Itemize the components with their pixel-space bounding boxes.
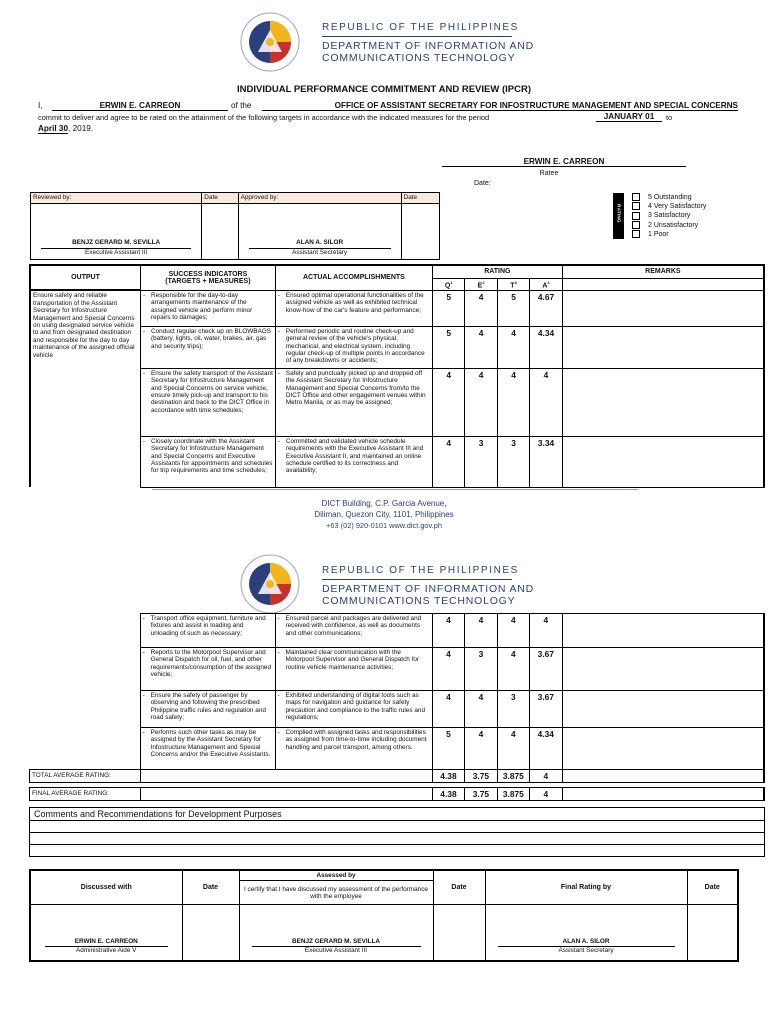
republic-label: REPUBLIC OF THE PHILIPPINES — [322, 565, 519, 576]
approve-date-cell — [401, 204, 439, 260]
remarks-subheader — [562, 278, 764, 290]
legend-item-5: 5 Outstanding — [648, 194, 692, 201]
success-indicator: Ensure the safety transport of the Assistant Secretary for Infostructure Management and Special Concerns on service vehicle, ensure timely pick-up and transport to his destination and back to the DICT Office in accordance with time schedules; — [151, 369, 273, 414]
rating-q: 4 — [432, 614, 464, 648]
employee-name: ERWIN E. CARREON — [52, 101, 228, 111]
output-cell-continued — [30, 614, 141, 770]
table-row: - Ensure the safety of passenger by observing and following the prescribed Philippine traffic rules and regulation and road safety; - Exhibited understanding of digital tools such as maps for navigation and guidance for safety precaution and compliance to the traffic rules and regulations; 4 4 3 3.67 — [30, 691, 765, 728]
col-success-indicators — [141, 265, 276, 290]
footer-line3: +63 (02) 920-0101 www.dict.gov.ph — [326, 521, 442, 530]
approve-date-label: Date — [401, 193, 439, 204]
table-row: - Transport office equipment, furniture and fixtures and assist in loading and unloading of such as necessary; - Ensured parcel and packages are delivered and received with confidence, as well as documents and other communications; 4 4 4 4 — [30, 614, 765, 648]
footer-address — [0, 498, 768, 531]
form-title: INDIVIDUAL PERFORMANCE COMMITMENT AND REVIEW (IPCR) — [237, 84, 531, 95]
total-a: 4 — [530, 770, 562, 783]
certify-text: I certify that I have discussed my assessment of the performance with the employee — [239, 881, 433, 905]
total-t: 3.875 — [497, 770, 529, 783]
rating-t: 4 — [497, 368, 529, 436]
table-row: - Reports to the Motorpool Supervisor and General Dispatch for oil, fuel, and other requirements/consumption of the assigned vehicle; - Maintained clear communication with the Motorpool Supervisor and General Dispatch for routine vehicle maintenance activities; 4 3 4 3.67 — [30, 648, 765, 691]
review-date-label: Date — [202, 193, 238, 204]
approved-by-label: Approved by: — [238, 193, 401, 204]
rating-t: 3 — [497, 436, 529, 487]
office-name: OFFICE OF ASSISTANT SECRETARY FOR INFOSTRUCTURE MANAGEMENT AND SPECIAL CONCERNS — [262, 101, 738, 111]
success-indicator: Performs such other tasks as may be assigned by the Assistant Secretary for Infostructure Management and Special Concerns and/or the Executive Assistants. — [150, 729, 271, 759]
final-t: 3.875 — [497, 788, 529, 801]
accomplishment: Performed periodic and routine check-up and general review of the vehicle's physical, mechanical, and electrical system, including regular check-up of multiple points in accordance of any breakdowns or accidents; — [285, 327, 425, 365]
discussed-name: ERWIN E. CARREON — [74, 938, 138, 946]
remarks-cell — [562, 290, 764, 326]
rating-a: 3.67 — [530, 691, 562, 728]
success-indicator: Reports to the Motorpool Supervisor and General Dispatch for oil, fuel, and other requirements/consumption of the assigned vehicle; — [150, 649, 272, 679]
rating-a: 3.34 — [530, 436, 562, 487]
checkbox-icon — [632, 221, 640, 229]
rating-e: 3 — [465, 648, 497, 691]
accomplishment: Committed and validated vehicle schedule requirements with the Executive Assistant III and Executive Assistant II, and maintained an online schedule certified to its correctness and availability; — [285, 437, 424, 475]
comments-table — [29, 807, 765, 857]
total-average-label: TOTAL AVERAGE RATING: — [30, 770, 141, 783]
final-remarks — [562, 788, 764, 801]
header-rule — [322, 36, 512, 37]
col-a-sup: 4 — [547, 279, 550, 285]
success-indicator: Transport office equipment, furniture and fixtures and assist in loading and unloading of such as necessary; — [150, 615, 266, 637]
final-signature — [485, 905, 687, 961]
legend-item-1: 1 Poor — [648, 230, 669, 238]
rating-q: 4 — [432, 691, 464, 728]
signoff-table — [29, 869, 739, 962]
discussed-date-label: Date — [182, 870, 239, 905]
table-row: - Conduct regular check up on BLOWBAGS (battery, lights, oil, water, brakes, air, gas and security trips); - Performed periodic and routine check-up and general review of the vehicle's physical, mechanical, and electrical system, including regular check-up of multiple points in accordance of any breakdowns or accidents; 5 4 4 4.34 — [30, 326, 764, 368]
rating-legend-label: RATING — [616, 204, 622, 223]
assessed-date-cell — [433, 905, 485, 961]
remarks-cell — [562, 614, 764, 648]
footer-line1: DICT Building, C.P. Garcia Avenue, — [321, 499, 447, 508]
rating-t: 4 — [497, 728, 529, 770]
accomplishment: Complied with assigned tasks and responsibilities as assigned from time-to-time including document handling and parcel transport, among others. — [285, 729, 427, 751]
assessed-name: BENJZ GERARD M. SEVILLA — [291, 938, 381, 946]
final-rating-by-label: Final Rating by — [485, 870, 687, 905]
rating-t: 4 — [497, 648, 529, 691]
col-actual-accomplishments: ACTUAL ACCOMPLISHMENTS — [275, 265, 432, 290]
rating-e: 4 — [465, 290, 497, 326]
total-e: 3.75 — [465, 770, 497, 783]
approver-name: ALAN A. SILOR — [296, 239, 344, 247]
final-name: ALAN A. SILOR — [562, 938, 610, 946]
rating-a: 4.34 — [530, 326, 562, 368]
rating-e: 4 — [465, 614, 497, 648]
output-cell: Ensure safety and reliable transportation of the Assistant Secretary for Infostructure Management and Special Concerns on using designated service vehicle to and from designated destination and responsible for the day to day maintenance of the assigned official vehicle — [30, 290, 141, 487]
rating-t: 4 — [497, 614, 529, 648]
rating-q: 4 — [432, 368, 464, 436]
assessed-date-label: Date — [433, 870, 485, 905]
ratee-label: Ratee — [539, 170, 559, 177]
legend-item-3: 3 Satisfactory — [648, 212, 691, 220]
reviewer-signature-cell — [31, 204, 202, 260]
comments-title: Comments and Recommendations for Development Purposes — [30, 808, 765, 821]
col-e-sup: 2 — [482, 279, 485, 285]
final-date-cell — [687, 905, 738, 961]
rating-t: 5 — [497, 290, 529, 326]
comments-line[interactable] — [30, 833, 765, 845]
success-indicator: Responsible for the day-to-day arrangements maintenance of the assigned vehicle and perform minor repairs to damages; — [151, 291, 253, 322]
rating-a: 4 — [530, 614, 562, 648]
dict-seal-logo — [240, 12, 300, 72]
final-average-row — [30, 788, 765, 801]
col-t-sup: 3 — [514, 279, 517, 285]
period-end-year: , 2019 — [68, 124, 91, 133]
footer-line2: Diliman, Quezon City, 1101, Philippines — [314, 510, 454, 519]
period-end-month: April 30 — [38, 124, 69, 133]
col-t-label: T — [510, 281, 515, 289]
final-q: 4.38 — [432, 788, 464, 801]
col-e — [465, 278, 497, 290]
final-date-label: Date — [687, 870, 738, 905]
final-title: Assistant Secretary — [558, 946, 614, 954]
rating-a: 4.34 — [530, 728, 562, 770]
remarks-cell — [562, 368, 764, 436]
ipcr-table-page2 — [29, 613, 765, 801]
remarks-cell — [562, 326, 764, 368]
review-approval-table — [30, 192, 440, 260]
rating-a: 3.67 — [530, 648, 562, 691]
rating-legend-bar — [613, 193, 624, 239]
rating-e: 4 — [465, 368, 497, 436]
legend-item-4: 4 Very Satisfactory — [648, 203, 707, 211]
rating-e: 4 — [465, 326, 497, 368]
discussed-title: Administrative Aide V — [76, 946, 137, 954]
assessed-by-label: Assessed by — [239, 870, 433, 881]
final-e: 3.75 — [465, 788, 497, 801]
i-label: I, — [38, 101, 43, 110]
rating-e: 4 — [465, 691, 497, 728]
discussed-with-label: Discussed with — [30, 870, 182, 905]
accomplishment: Ensured parcel and packages are delivered and received with confidence, as well as documents and other communications; — [285, 615, 422, 637]
checkbox-icon — [632, 212, 640, 220]
ratee-name: ERWIN E. CARREON — [442, 157, 686, 167]
remarks-cell — [562, 436, 764, 487]
rating-e: 3 — [465, 436, 497, 487]
rating-q: 5 — [432, 290, 464, 326]
col-success-line2: (TARGETS + MEASURES) — [165, 277, 251, 285]
accomplishment: Exhibited understanding of digital tools such as maps for navigation and guidance for safety precaution and compliance to the traffic rules and regulations; — [285, 692, 425, 722]
accomplishment: Safely and punctually picked up and dropped off the Assistant Secretary for Infostructure Management and Special Concerns from/to the DICT Office and other engagement venues within Metro Manila, or as may be assigned; — [285, 369, 426, 407]
rating-a: 4 — [530, 368, 562, 436]
rating-e: 4 — [465, 728, 497, 770]
final-average-label: FINAL AVERAGE RATING: — [30, 788, 141, 801]
to-label: to — [666, 113, 673, 122]
rating-a: 4.67 — [530, 290, 562, 326]
final-a: 4 — [530, 788, 562, 801]
success-indicator: Ensure the safety of passenger by observing and following the prescribed Philippine traffic rules and regulation and road safety; — [150, 692, 266, 722]
col-q-sup: 1 — [450, 279, 453, 285]
success-indicator: Closely coordinate with the Assistant Secretary for Infostructure Management and Special Concerns and Executive Assistants for appointments and schedules for trip requirements and time schedules; — [151, 437, 273, 475]
col-output: OUTPUT — [30, 265, 141, 290]
rating-t: 3 — [497, 691, 529, 728]
final-average-blank — [140, 788, 432, 801]
col-rating: RATING — [432, 265, 562, 278]
department-name-line2: COMMUNICATIONS TECHNOLOGY — [322, 52, 516, 64]
approver-title: Assistant Secretary — [292, 248, 348, 256]
department-name-line1: DEPARTMENT OF INFORMATION AND — [322, 583, 535, 595]
footer-rule — [152, 489, 638, 490]
rating-q: 5 — [432, 728, 464, 770]
reviewer-name: BENJZ GERARD M. SEVILLA — [72, 239, 161, 247]
of-the-label: of the — [231, 101, 252, 110]
col-a-label: A — [542, 281, 548, 289]
header-rule — [322, 579, 512, 580]
rating-legend — [632, 193, 706, 239]
rating-q: 4 — [432, 648, 464, 691]
remarks-cell — [562, 648, 764, 691]
remarks-cell — [562, 728, 764, 770]
period-start: JANUARY 01 — [596, 112, 662, 122]
ratee-date-label: Date: — [474, 180, 491, 187]
rating-q: 5 — [432, 326, 464, 368]
col-e-label: E — [477, 281, 483, 289]
checkbox-icon — [632, 202, 640, 210]
approver-signature-cell — [238, 204, 401, 260]
success-indicator: Conduct regular check up on BLOWBAGS (battery, lights, oil, water, brakes, air, gas and security trips); — [151, 327, 272, 350]
review-date-cell — [202, 204, 238, 260]
table-row: Ensure safety and reliable transportation of the Assistant Secretary for Infostructure Management and Special Concerns on using designated service vehicle to and from designated destination and responsible for the day to day maintenance of the assigned official vehicle - Responsible for the day-to-day arrangements maintenance of the assigned vehicle and perform minor repairs to damages; - Ensured optimal operational functionalities of the assigned vehicle as well as exhibited technical know-how of the car's feature and performance; 5 4 5 4.67 — [30, 290, 764, 326]
total-average-row — [30, 770, 765, 783]
discussed-signature — [30, 905, 182, 961]
col-q — [432, 278, 464, 290]
ipcr-table-page1 — [29, 264, 765, 488]
col-t — [497, 278, 529, 290]
dict-seal-logo — [240, 554, 300, 614]
table-row: - Performs such other tasks as may be assigned by the Assistant Secretary for Infostructure Management and Special Concerns and/or the Executive Assistants. - Complied with assigned tasks and responsibilities as assigned from time-to-time including document handling and parcel transport, among others. 5 4 4 4.34 — [30, 728, 765, 770]
legend-item-2: 2 Unsatisfactory — [648, 221, 699, 229]
discussed-date-cell — [182, 905, 239, 961]
remarks-cell — [562, 691, 764, 728]
col-a — [530, 278, 562, 290]
table-row: - Ensure the safety transport of the Assistant Secretary for Infostructure Management and Special Concerns on service vehicle, ensure timely pick-up and transport to his destination and back to the DICT Office in accordance with time schedules; - Safely and punctually picked up and dropped off the Assistant Secretary for Infostructure Management and Special Concerns from/to the DICT Office and other engagement venues within Metro Manila, or as may be assigned; 4 4 4 4 — [30, 368, 764, 436]
comments-line[interactable] — [30, 821, 765, 833]
col-q-label: Q — [444, 281, 451, 289]
period-end-dot: . — [90, 124, 94, 133]
republic-label: REPUBLIC OF THE PHILIPPINES — [322, 22, 519, 33]
department-name-line2: COMMUNICATIONS TECHNOLOGY — [322, 595, 516, 607]
commit-text: commit to deliver and agree to be rated on the attainment of the following targets in accordance with the indicated measures for the period — [38, 113, 490, 122]
assessed-signature — [239, 905, 433, 961]
col-remarks: REMARKS — [562, 265, 764, 278]
assessed-title: Executive Assistant III — [304, 946, 368, 954]
total-remarks — [562, 770, 764, 783]
rating-t: 4 — [497, 326, 529, 368]
rating-q: 4 — [432, 436, 464, 487]
checkbox-icon — [632, 230, 640, 238]
accomplishment: Maintained clear communication with the Motorpool Supervisor and General Dispatch for routine vehicle maintenance activities; — [285, 649, 420, 671]
reviewed-by-label: Reviewed by: — [31, 193, 202, 204]
reviewer-title: Executive Assistant III — [85, 248, 148, 256]
total-q: 4.38 — [432, 770, 464, 783]
total-average-blank — [140, 770, 432, 783]
col-success-line1: SUCCESS INDICATORS — [168, 270, 248, 278]
department-name-line1: DEPARTMENT OF INFORMATION AND — [322, 40, 535, 52]
table-row: - Closely coordinate with the Assistant Secretary for Infostructure Management and Special Concerns and Executive Assistants for appointments and schedules for trip requirements and time schedules; - Committed and validated vehicle schedule requirements with the Executive Assistant III and Executive Assistant II, and maintained an online schedule certified to its correctness and availability; 4 3 3 3.34 — [30, 436, 764, 487]
comments-line[interactable] — [30, 845, 765, 857]
accomplishment: Ensured optimal operational functionalities of the assigned vehicle as well as exhibited technical know-how of the car's feature and performance; — [285, 291, 424, 314]
checkbox-icon — [632, 193, 640, 201]
